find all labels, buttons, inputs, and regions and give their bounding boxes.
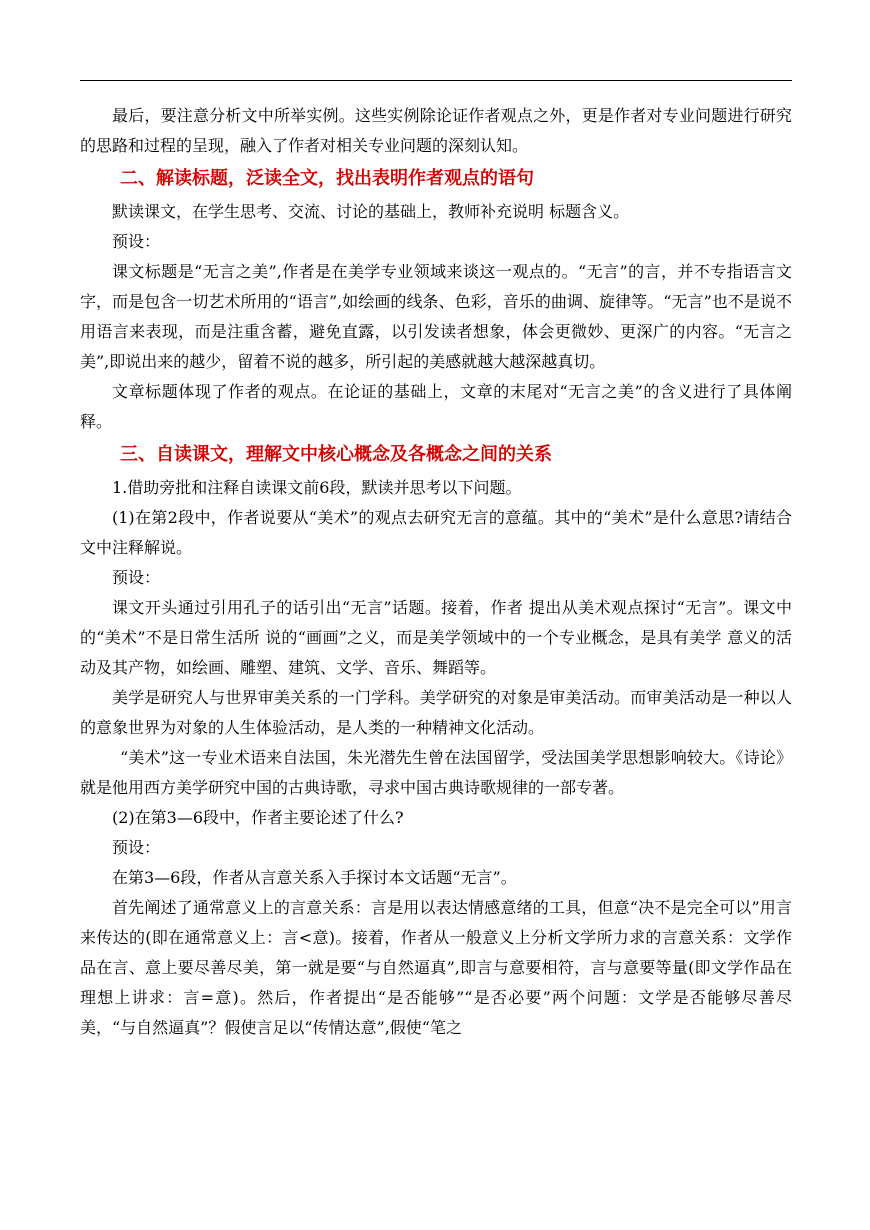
paragraph: 预设： xyxy=(112,838,161,857)
paragraph: 在第3—6段，作者从言意关系入手探讨本文话题“无言”。 xyxy=(112,868,517,887)
paragraph: 最后，要注意分析文中所举实例。这些实例除论证作者观点之外，更是作者对专业问题进行研究的思路和过程的呈现，融入了作者对相关专业问题的深刻认知。 xyxy=(80,106,792,155)
document-body xyxy=(80,101,792,1043)
section-heading: 三、自读课文，理解文中核心概念及各概念之间的关系 xyxy=(120,444,552,465)
paragraph: 课文开头通过引用孔子的话引出“无言”话题。接着，作者 提出从美术观点探讨“无言”。课文中的“美术”不是日常生活所 说的“画画”之义，而是美学领域中的一个专业概念，是具有美学 意义的活动及其产物，如绘画、雕塑、建筑、文学、音乐、舞蹈等。 xyxy=(80,598,792,677)
section-heading: 二、解读标题，泛读全文，找出表明作者观点的语句 xyxy=(120,168,534,189)
paragraph: 课文标题是“无言之美”,作者是在美学专业领域来谈这一观点的。“无言”的言，并不专指语言文字，而是包含一切艺术所用的“语言”,如绘画的线条、色彩，音乐的曲调、旋律等。“无言”也不是说不用语言来表现，而是注重含蓄，避免直露，以引发读者想象，体会更微妙、更深广的内容。“无言之美”,即说出来的越少，留着不说的越多，所引起的美感就越大越深越真切。 xyxy=(80,262,792,371)
paragraph: 文章标题体现了作者的观点。在论证的基础上，文章的末尾对“无言之美”的含义进行了具体阐释。 xyxy=(80,382,792,431)
paragraph: 预设： xyxy=(112,232,161,251)
header-rule xyxy=(80,80,792,81)
paragraph: (1)在第2段中，作者说要从“美术”的观点去研究无言的意蕴。其中的“美术”是什么意思?请结合文中注释解说。 xyxy=(80,508,792,557)
paragraph: (2)在第3—6段中，作者主要论述了什么? xyxy=(112,808,404,827)
paragraph: 美学是研究人与世界审美关系的一门学科。美学研究的对象是审美活动。而审美活动是一种以人的意象世界为对象的人生体验活动，是人类的一种精神文化活动。 xyxy=(80,688,792,737)
paragraph: 1.借助旁批和注释自读课文前6段，默读并思考以下问题。 xyxy=(112,478,522,497)
paragraph: 预设： xyxy=(112,568,161,587)
paragraph: “美术”这一专业术语来自法国，朱光潜先生曾在法国留学，受法国美学思想影响较大。《诗论》就是他用西方美学研究中国的古典诗歌，寻求中国古典诗歌规律的一部专著。 xyxy=(80,748,792,797)
paragraph: 首先阐述了通常意义上的言意关系：言是用以表达情感意绪的工具，但意“决不是完全可以”用言来传达的(即在通常意义上：言<意)。接着，作者从一般意义上分析文学所力求的言意关系：文学作品在言、意上要尽善尽美，第一就是要“与自然逼真”,即言与意要相符，言与意要等量(即文学作品在理想上讲求：言=意)。然后，作者提出“是否能够”“是否必要”两个问题：文学是否能够尽善尽美，“与自然逼真”？假使言足以“传情达意”,假使“笔之 xyxy=(80,898,792,1037)
paragraph: 默读课文，在学生思考、交流、讨论的基础上，教师补充说明 标题含义。 xyxy=(112,202,630,221)
